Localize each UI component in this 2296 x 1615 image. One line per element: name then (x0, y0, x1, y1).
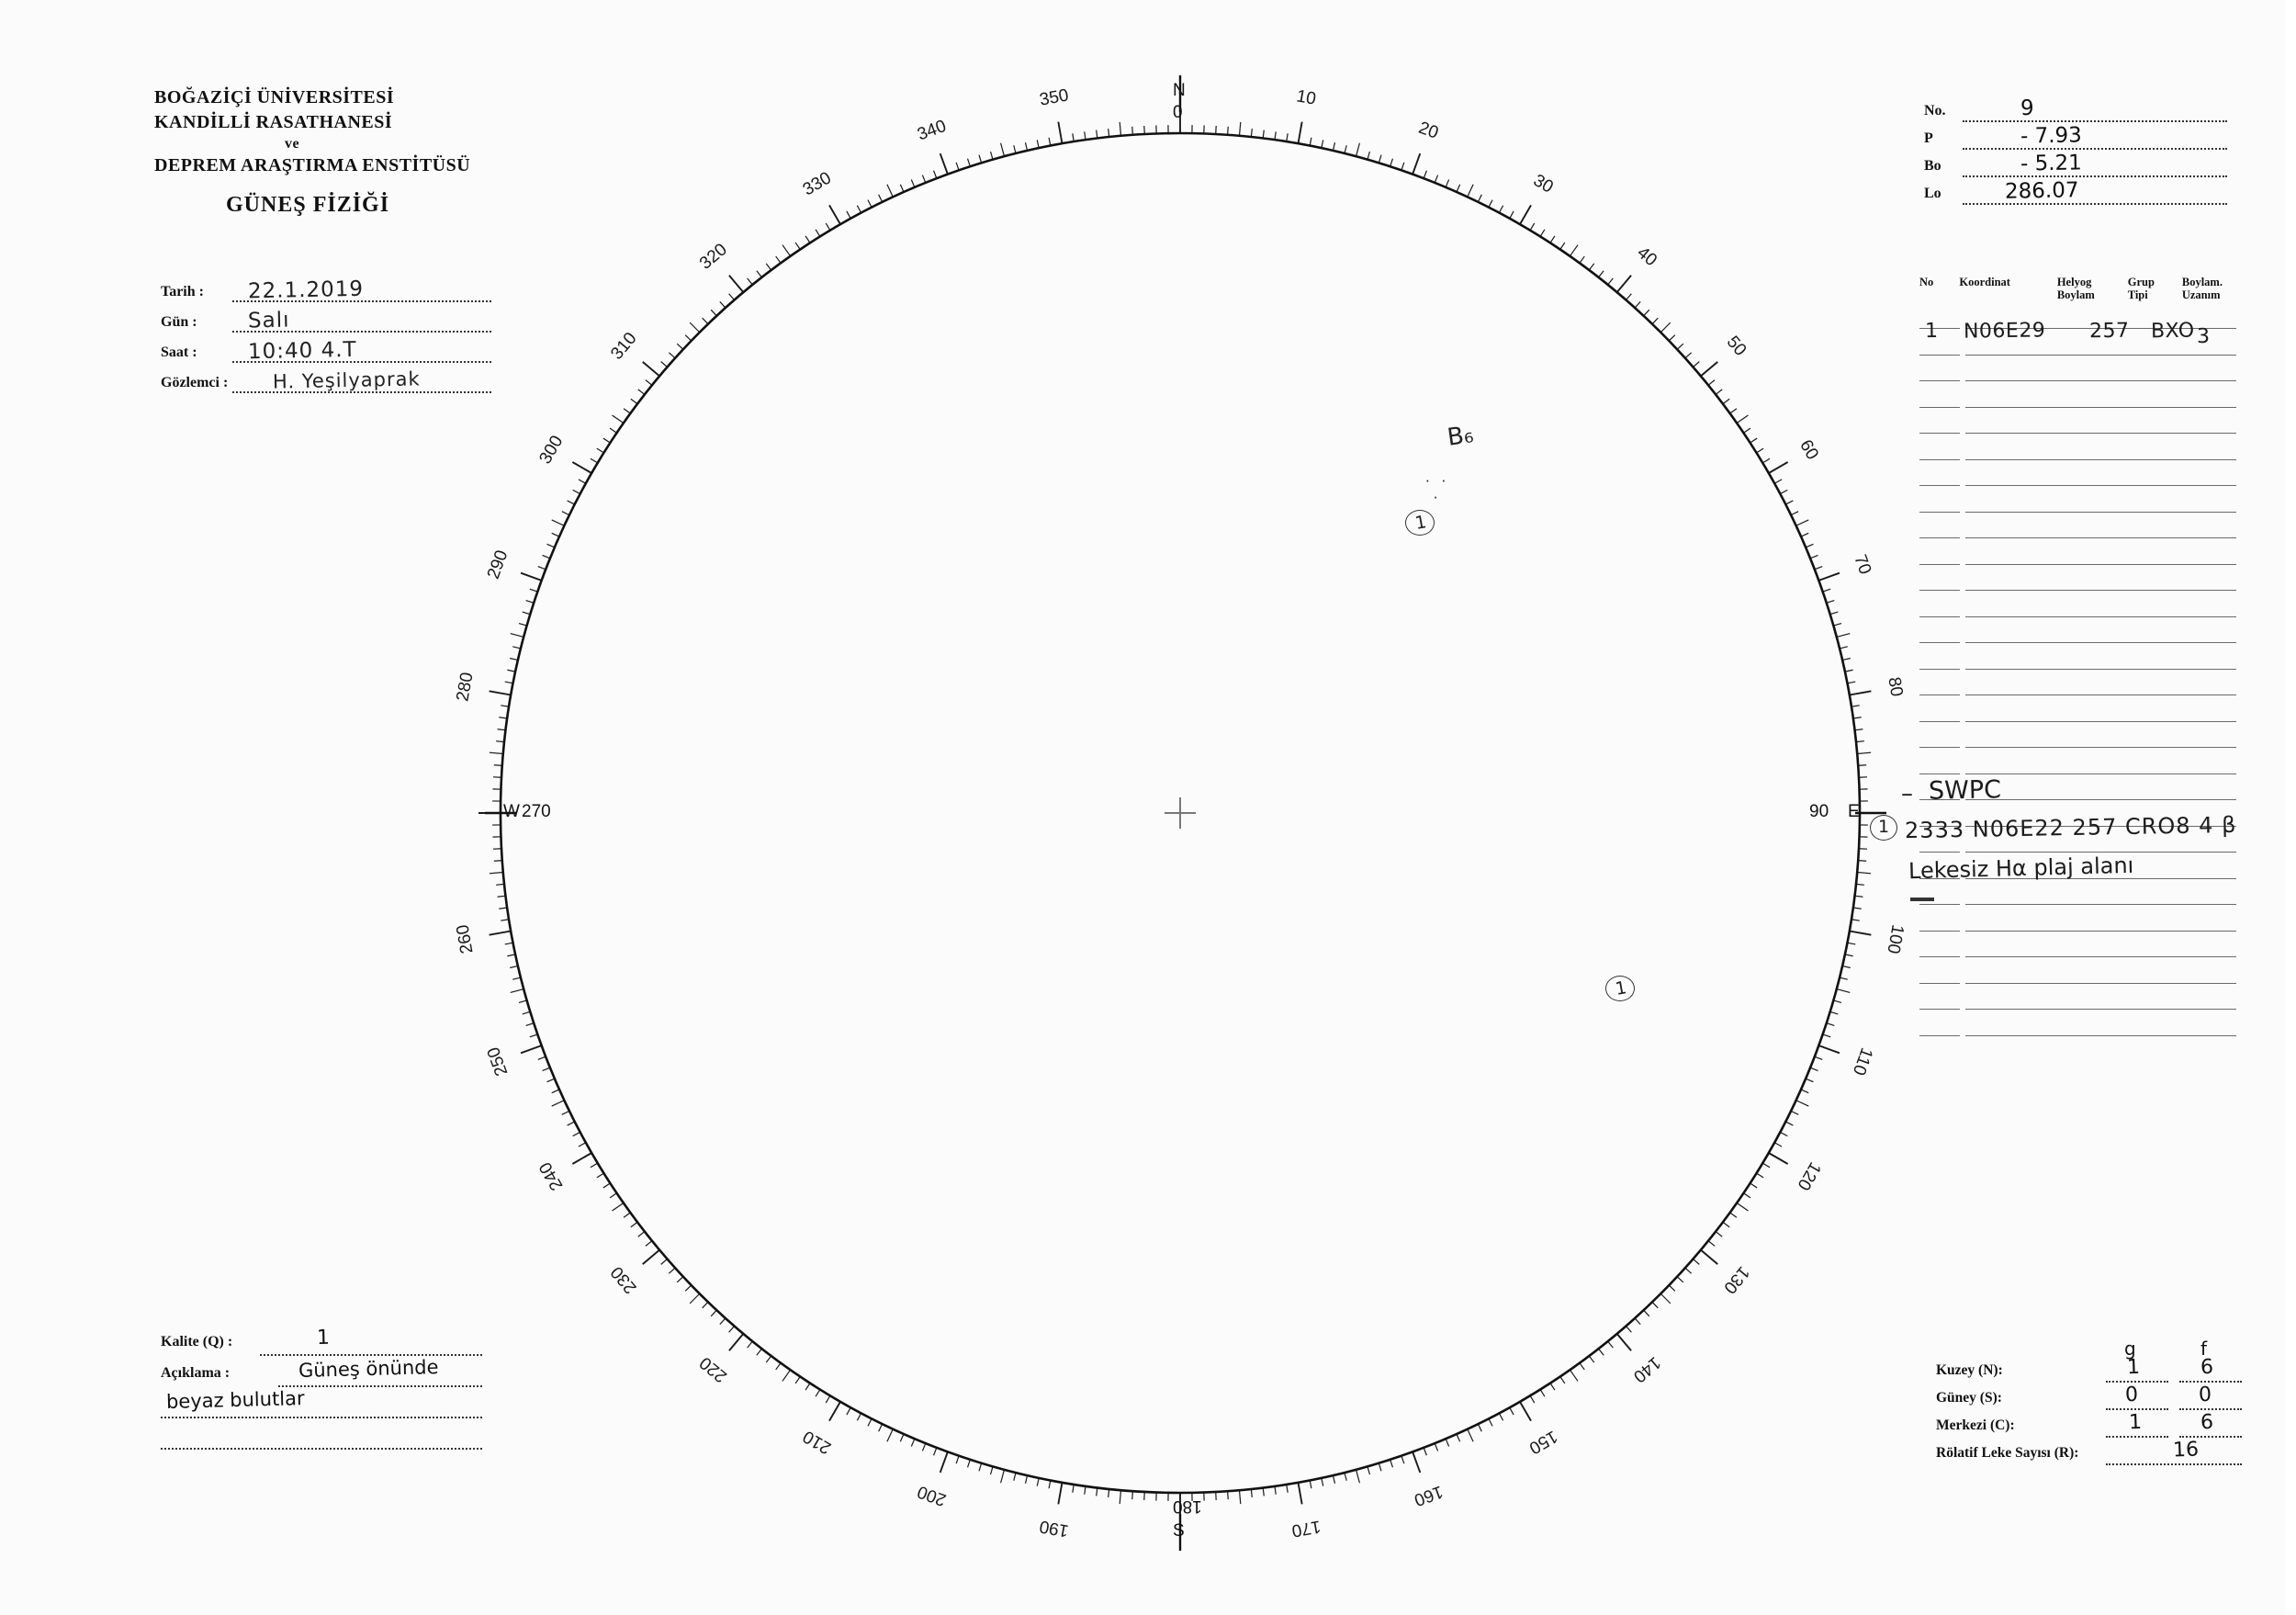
field-saat-value: 10:40 4.T (247, 337, 357, 365)
swpc-dash: – (1901, 780, 1913, 808)
row-rule (1919, 433, 2236, 434)
swpc-line-2: Lekesiz Hα plaj alanı (1908, 852, 2134, 885)
row-rule (1919, 983, 2236, 984)
counts-north-line-f (2179, 1381, 2242, 1383)
param-lo-value: 286.07 (2004, 178, 2079, 204)
field-gozlemci-value: H. Yeşilyaprak (272, 367, 421, 393)
row-rule-gap (1960, 904, 1965, 905)
counts-north-g: 1 (2126, 1355, 2141, 1380)
table-rows (1919, 308, 2236, 1041)
row-rule (1919, 931, 2236, 932)
row-rule-gap (1960, 564, 1965, 565)
swpc-underline (1910, 898, 1934, 901)
quality-block (161, 1326, 482, 1455)
counts-north-f: 6 (2200, 1355, 2214, 1380)
field-gun-label: Gün : (161, 314, 197, 330)
field-gozlemci-label: Gözlemci : (161, 375, 229, 390)
param-p (1924, 123, 2227, 154)
label-south-180: 180 (1173, 1496, 1202, 1516)
cell-helyog-boylam: 257 (2088, 319, 2130, 344)
degree-label-130: 130 (1719, 1262, 1753, 1298)
row-rule-gap (1960, 721, 1965, 722)
degree-label-290: 290 (483, 548, 512, 582)
sunspot-measurement-table (1919, 276, 2236, 1041)
row-rule-gap (1960, 537, 1965, 538)
param-no-value: 9 (2020, 96, 2034, 121)
column-header-grup-tipi: Grup Tipi (2127, 276, 2155, 302)
degree-label-100: 100 (1883, 922, 1908, 955)
row-rule (1919, 747, 2236, 748)
label-south: S (1173, 1521, 1185, 1541)
counts-relative-value: 16 (2172, 1438, 2200, 1463)
degree-label-240: 240 (535, 1158, 568, 1194)
degree-label-210: 210 (799, 1426, 835, 1458)
column-header-boylam-uzanim: Boylam. Uzanım (2181, 276, 2223, 302)
label-north: N (1173, 81, 1186, 100)
row-rule (1919, 1009, 2236, 1010)
observation-fields (161, 277, 491, 401)
row-rule-gap (1960, 590, 1965, 591)
degree-label-230: 230 (607, 1262, 641, 1298)
degree-label-310: 310 (607, 328, 641, 364)
degree-label-280: 280 (453, 671, 478, 704)
row-rule-gap (1960, 433, 1965, 434)
table-header-row (1919, 276, 2236, 308)
degree-label-110: 110 (1848, 1045, 1876, 1079)
label-west-degree: 270 (522, 802, 551, 821)
table-row-empty (1919, 386, 2236, 412)
counts-center-f: 6 (2200, 1410, 2214, 1435)
param-no-label: No. (1924, 103, 1946, 119)
note-row (161, 1356, 482, 1393)
counts-row-center (1936, 1410, 2239, 1440)
counts-center-line-f (2179, 1436, 2242, 1438)
cell-no: 1 (1924, 319, 1939, 344)
swpc-line-1: 2333 N06E22 257 CRO8 4 β (1904, 811, 2237, 844)
param-lo-line (1963, 203, 2227, 205)
row-rule (1919, 669, 2236, 670)
degree-label-220: 220 (695, 1352, 731, 1386)
label-north-zero: 0 (1173, 103, 1183, 122)
cell-boylam-uzanim: 3 (2196, 324, 2211, 349)
field-gun-value: Salı (247, 308, 290, 333)
table-row-empty (1919, 936, 2236, 963)
param-p-label: P (1924, 130, 1933, 146)
table-row-empty (1919, 360, 2236, 387)
param-bo-line (1963, 175, 2227, 177)
solar-disk-chart (453, 55, 1908, 1562)
row-rule (1919, 904, 2236, 905)
row-rule (1919, 355, 2236, 356)
column-header-no: No (1919, 276, 1934, 288)
degree-label-320: 320 (695, 240, 731, 274)
param-lo (1924, 178, 2227, 209)
row-rule-gap (1960, 642, 1965, 643)
disk-parameters (1924, 96, 2227, 209)
row-rule-gap (1960, 852, 1965, 853)
param-bo-label: Bo (1924, 158, 1941, 174)
cell-koordinat: N06E29 (1963, 319, 2046, 344)
swpc-title: SWPC (1928, 775, 2002, 806)
degree-label-120: 120 (1793, 1158, 1825, 1194)
label-east-degree: 90 (1809, 802, 1829, 821)
degree-label-70: 70 (1850, 552, 1875, 578)
counts-center-label: Merkezi (C): (1936, 1417, 2015, 1433)
degree-label-160: 160 (1411, 1481, 1446, 1510)
table-row-empty (1919, 700, 2236, 727)
note-value-1: Güneş önünde (298, 1356, 439, 1382)
row-rule-gap (1960, 616, 1965, 617)
param-p-line (1963, 148, 2227, 150)
document-title: GÜNEŞ FİZİĞİ (226, 193, 390, 217)
note-line-3 (161, 1448, 482, 1450)
table-row-empty (1919, 570, 2236, 596)
row-rule (1919, 459, 2236, 460)
cell-grup-tipi: BXO (2150, 319, 2195, 344)
field-gozlemci (161, 367, 491, 401)
counts-header-g: g (2124, 1338, 2136, 1360)
sunspot-dots: · · · (1425, 473, 1450, 506)
counts-south-line-g (2106, 1408, 2168, 1410)
disk-svg (453, 55, 1908, 1562)
param-no-line (1963, 120, 2227, 122)
degree-label-250: 250 (483, 1044, 512, 1079)
param-p-value: - 7.93 (2020, 123, 2083, 149)
row-rule (1919, 1035, 2236, 1036)
counts-south-g: 0 (2124, 1383, 2139, 1407)
param-bo-value: - 5.21 (2020, 151, 2083, 176)
quality-value: 1 (316, 1326, 331, 1350)
field-saat (161, 337, 491, 371)
table-row-empty (1919, 412, 2236, 439)
counts-row-south (1936, 1385, 2239, 1413)
table-row-empty (1919, 543, 2236, 570)
table-row-empty (1919, 909, 2236, 936)
table-row-empty (1919, 438, 2236, 465)
counts-south-line-f (2179, 1408, 2242, 1410)
degree-label-340: 340 (915, 116, 950, 145)
counts-south-label: Güney (S): (1936, 1390, 2002, 1406)
institution-line-3: ve (284, 136, 300, 152)
degree-label-60: 60 (1795, 436, 1822, 464)
row-rule-gap (1960, 747, 1965, 748)
row-rule (1919, 407, 2236, 408)
table-row-empty (1919, 727, 2236, 753)
note-row-2 (161, 1387, 482, 1424)
table-row-empty (1919, 962, 2236, 988)
counts-north-label: Kuzey (N): (1936, 1362, 2003, 1378)
field-gun (161, 308, 491, 341)
field-tarih-label: Tarih : (161, 284, 204, 299)
table-row-empty (1919, 517, 2236, 544)
row-rule (1919, 564, 2236, 565)
table-row (1919, 319, 2236, 351)
table-row-empty (1919, 595, 2236, 622)
degree-label-30: 30 (1529, 171, 1557, 198)
column-header-koordinat: Koordinat (1959, 276, 2010, 288)
row-rule (1919, 616, 2236, 617)
swpc-mark-label: 1 (1878, 817, 1890, 837)
degree-label-350: 350 (1038, 85, 1071, 110)
note-value-2: beyaz bulutlar (165, 1387, 305, 1413)
degree-label-260: 260 (453, 922, 478, 955)
counts-row-relative (1936, 1440, 2239, 1468)
table-row-empty (1919, 752, 2236, 779)
label-west: W (503, 802, 520, 821)
row-rule (1919, 721, 2236, 722)
table-row-empty (1919, 988, 2236, 1015)
table-row-empty (1919, 491, 2236, 517)
field-tarih-value: 22.1.2019 (247, 277, 365, 304)
row-rule (1919, 380, 2236, 381)
counts-center-line-g (2106, 1436, 2168, 1438)
row-rule (1919, 512, 2236, 513)
row-rule (1919, 537, 2236, 538)
row-rule-gap (1960, 485, 1965, 486)
table-row-empty (1919, 1014, 2236, 1041)
institution-line-1: BOĞAZİÇİ ÜNİVERSİTESİ (154, 87, 395, 107)
note-row-3 (161, 1424, 482, 1455)
field-tarih (161, 277, 491, 311)
table-row-empty (1919, 622, 2236, 649)
institution-line-4: DEPREM ARAŞTIRMA ENSTİTÜSÜ (154, 155, 471, 175)
group-number-1-lower: 1 (1614, 977, 1628, 999)
note-line-1 (278, 1385, 482, 1387)
row-rule-gap (1960, 1035, 1965, 1036)
column-header-helyog-boylam: Helyog Boylam (2056, 276, 2095, 302)
row-rule-gap (1960, 407, 1965, 408)
institution-line-2: KANDİLLİ RASATHANESİ (154, 112, 393, 132)
counts-south-f: 0 (2198, 1383, 2212, 1407)
quality-label: Kalite (Q) : (161, 1334, 233, 1350)
row-rule-gap (1960, 512, 1965, 513)
group-number-1: 1 (1413, 512, 1428, 534)
counts-header-f: f (2200, 1338, 2208, 1360)
param-no (1924, 96, 2227, 127)
degree-label-170: 170 (1289, 1516, 1322, 1541)
field-gozlemci-line (232, 391, 491, 393)
note-line-2 (161, 1417, 482, 1418)
row-rule-gap (1960, 459, 1965, 460)
row-rule (1919, 485, 2236, 486)
row-rule (1919, 590, 2236, 591)
row-rule-gap (1960, 931, 1965, 932)
group-label-b6: B₆ (1446, 421, 1476, 452)
degree-label-10: 10 (1295, 86, 1318, 109)
row-rule-gap (1960, 355, 1965, 356)
degree-label-190: 190 (1038, 1516, 1071, 1541)
degree-label-330: 330 (799, 168, 835, 200)
counts-north-line-g (2106, 1381, 2168, 1383)
note-label: Açıklama : (161, 1365, 231, 1381)
row-rule (1919, 956, 2236, 957)
degree-label-300: 300 (535, 432, 568, 468)
table-row-empty (1919, 884, 2236, 910)
param-lo-label: Lo (1924, 186, 1941, 201)
row-rule-gap (1960, 669, 1965, 670)
counts-row-north (1936, 1355, 2239, 1385)
degree-label-50: 50 (1722, 333, 1750, 360)
row-rule-gap (1960, 983, 1965, 984)
counts-relative-line (2106, 1463, 2242, 1465)
degree-label-150: 150 (1525, 1426, 1561, 1458)
row-rule-gap (1960, 1009, 1965, 1010)
row-rule-gap (1960, 380, 1965, 381)
field-saat-label: Saat : (161, 344, 197, 360)
row-rule (1919, 852, 2236, 853)
counts-center-g: 1 (2128, 1410, 2143, 1435)
label-east: E (1848, 802, 1860, 821)
table-row-empty (1919, 674, 2236, 701)
degree-label-200: 200 (915, 1481, 950, 1510)
row-rule-gap (1960, 956, 1965, 957)
degree-label-80: 80 (1884, 675, 1907, 698)
counts-relative-label: Rölatif Leke Sayısı (R): (1936, 1445, 2079, 1461)
quality-line (260, 1354, 482, 1356)
table-row-empty (1919, 648, 2236, 674)
row-rule (1919, 642, 2236, 643)
degree-label-140: 140 (1629, 1352, 1665, 1386)
degree-label-20: 20 (1415, 118, 1441, 143)
table-row-empty (1919, 465, 2236, 491)
degree-label-40: 40 (1633, 243, 1660, 271)
sunspot-counts (1936, 1338, 2239, 1468)
